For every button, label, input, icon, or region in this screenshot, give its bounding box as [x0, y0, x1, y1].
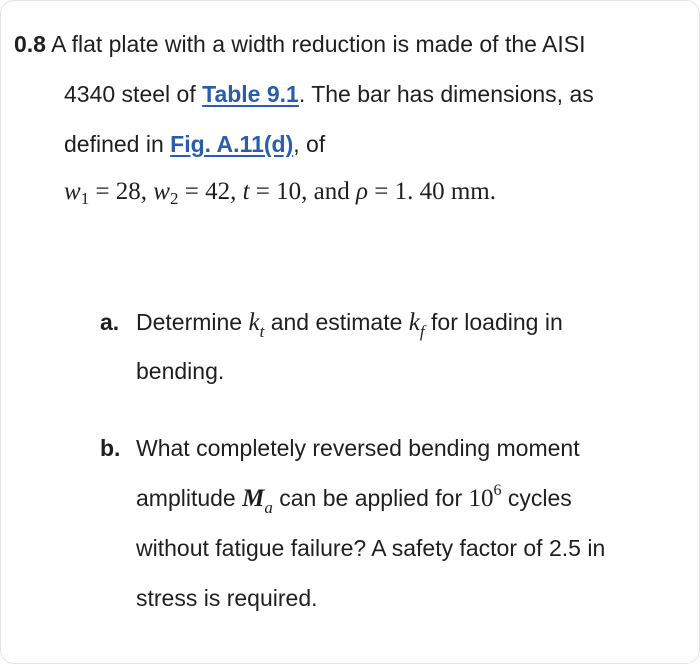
part-b-line-1 [100, 434, 120, 462]
fig-a11d-link[interactable]: Fig. A.11(d) [170, 131, 294, 157]
part-a-marker: a. [100, 309, 120, 335]
part-a-text-2: bending. [136, 358, 225, 384]
part-b-text-3: without fatigue failure? A safety factor of 2.5 in [136, 535, 606, 561]
part-b-marker: b. [100, 435, 121, 461]
part-a-text-pre: Determine [136, 309, 249, 335]
problem-text-3a: defined in [64, 131, 171, 157]
eq-w2-symbol: w [153, 178, 170, 205]
dimensions-equation [64, 178, 496, 208]
problem-line-3 [64, 130, 325, 158]
kf-subscript: f [419, 322, 425, 341]
part-a-text-post: for loading in [424, 309, 563, 335]
kt-subscript: t [259, 322, 265, 341]
part-a-text-line-2 [136, 357, 224, 385]
part-b-text-4: stress is required. [136, 585, 318, 611]
eq-rho-symbol: ρ [356, 178, 368, 205]
ma-subscript: a [264, 498, 273, 517]
cycles-exponent: 6 [493, 482, 502, 499]
ma-symbol: M [242, 485, 265, 512]
part-b-text-2a: amplitude [136, 485, 243, 511]
eq-w2-subscript: 2 [169, 189, 179, 208]
part-a-text-mid: and estimate [264, 309, 409, 335]
part-b-text-line-2 [136, 484, 572, 516]
problem-text-2a: 4340 steel of [64, 81, 203, 107]
part-b-text-line-3 [136, 534, 605, 562]
part-b-text-2b: can be applied for [272, 485, 469, 511]
problem-number: 0.8 [14, 31, 46, 57]
eq-t-value: = 10, and [249, 178, 356, 205]
part-b-text-1: What completely reversed bending moment [136, 435, 580, 461]
eq-w1-value: = 28, [89, 178, 154, 205]
part-a-text-line-1 [136, 308, 563, 339]
kf-symbol: k [408, 309, 420, 336]
table-9-1-link[interactable]: Table 9.1 [202, 81, 299, 107]
cycles-base: 10 [468, 485, 494, 512]
part-b-text-line-4 [136, 584, 318, 612]
eq-w1-symbol: w [64, 178, 81, 205]
eq-w1-subscript: 1 [80, 189, 90, 208]
problem-line-1 [14, 30, 586, 58]
eq-w2-value: = 42, [178, 178, 243, 205]
part-b-text-line-1 [136, 434, 580, 462]
part-a-line-1 [100, 308, 119, 336]
eq-t-symbol: t [242, 178, 250, 205]
kt-symbol: k [248, 309, 260, 336]
problem-text-2b: . The bar has dimensions, as [298, 81, 594, 107]
problem-text-3b: , of [293, 131, 326, 157]
problem-text-1: A flat plate with a width reduction is made of the AISI [51, 31, 586, 57]
problem-line-2 [64, 80, 594, 108]
part-b-text-2c: cycles [501, 485, 572, 511]
eq-rho-value: = 1. 40 mm. [368, 178, 496, 205]
